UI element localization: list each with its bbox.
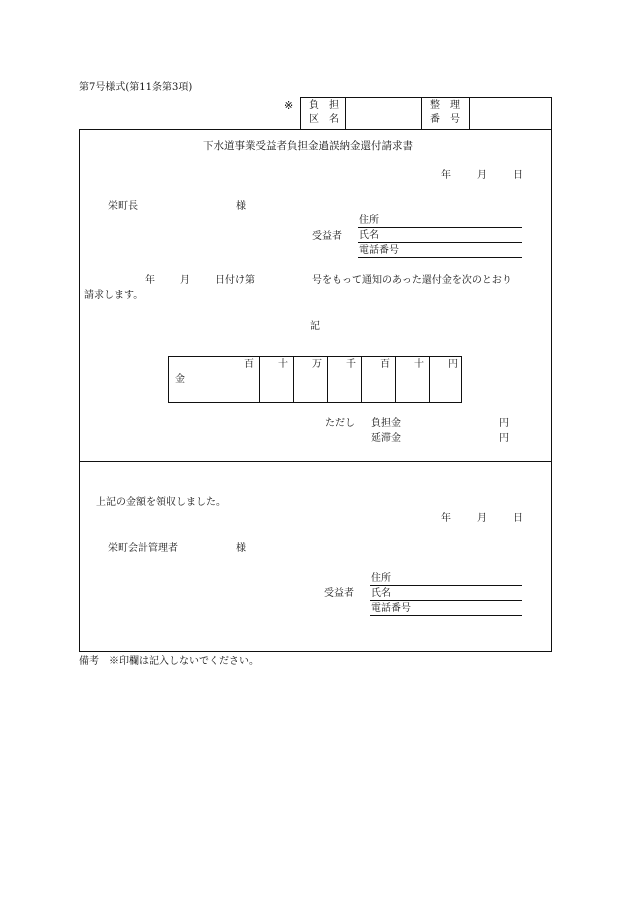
unit-hundred-million: 百: [244, 359, 254, 370]
name-label: 氏名: [359, 230, 379, 241]
reference-number-label: 整 理: [430, 100, 460, 111]
notice-text-2: 請求します。: [84, 290, 144, 301]
burden-district-field[interactable]: [347, 100, 419, 128]
address-label: 住所: [359, 215, 379, 226]
notice-month: 月: [180, 275, 190, 286]
phone-field[interactable]: [358, 257, 522, 258]
unit-thousand: 千: [346, 359, 356, 370]
reference-number-label-2: 番 号: [430, 114, 460, 125]
date-month[interactable]: 月: [477, 170, 487, 181]
name-field[interactable]: [358, 242, 522, 243]
section-divider: [79, 461, 552, 462]
receipt-address-label: 住所: [371, 573, 391, 584]
receipt-name-field[interactable]: [370, 600, 522, 601]
addressee-honorific: 様: [236, 201, 246, 212]
receipt-text: 上記の金額を領収しました。: [96, 497, 226, 508]
burden-district-label-2: 区 名: [309, 114, 339, 125]
reference-number-field[interactable]: [471, 100, 549, 128]
date-year[interactable]: 年: [441, 170, 451, 181]
receipt-address-field[interactable]: [370, 585, 522, 586]
receipt-date-year[interactable]: 年: [441, 513, 451, 524]
amount-label: 金: [175, 374, 185, 385]
remarks: 備考 ※印欄は記入しないでください。: [79, 656, 259, 667]
receipt-name-label: 氏名: [371, 588, 391, 599]
receipt-addressee: 栄町会計管理者: [108, 543, 178, 554]
address-field[interactable]: [358, 227, 522, 228]
notice-dated: 日付け第: [215, 275, 255, 286]
form-title: 下水道事業受益者負担金過誤納金還付請求書: [203, 140, 413, 152]
unit-yen: 円: [448, 359, 458, 370]
receipt-date-month[interactable]: 月: [477, 513, 487, 524]
unit-hundred: 百: [380, 359, 390, 370]
applicant-label: 受益者: [312, 231, 342, 242]
ki-label: 記: [310, 321, 320, 332]
burden-amount-label: 負担金: [371, 418, 401, 429]
receipt-honorific: 様: [236, 543, 246, 554]
delay-amount-label: 延滞金: [371, 433, 401, 444]
receipt-phone-field[interactable]: [370, 615, 522, 616]
addressee-name: 栄町長: [108, 201, 138, 212]
unit-ten-thousand: 万: [312, 359, 322, 370]
note-mark: ※: [284, 99, 294, 112]
date-day[interactable]: 日: [513, 170, 523, 181]
notice-year: 年: [145, 275, 155, 286]
delay-amount-yen: 円: [499, 433, 509, 444]
phone-label: 電話番号: [359, 245, 399, 256]
notice-text: 号をもって通知のあった還付金を次のとおり: [312, 275, 512, 286]
receipt-phone-label: 電話番号: [371, 603, 411, 614]
unit-ten-million: 十: [278, 359, 288, 370]
burden-district-label: 負 担: [309, 100, 339, 111]
receipt-date-day[interactable]: 日: [513, 513, 523, 524]
unit-ten: 十: [414, 359, 424, 370]
receipt-applicant-label: 受益者: [324, 588, 354, 599]
however-label: ただし: [325, 418, 355, 429]
form-number: 第7号様式(第11条第3項): [79, 82, 193, 93]
burden-amount-yen: 円: [499, 418, 509, 429]
